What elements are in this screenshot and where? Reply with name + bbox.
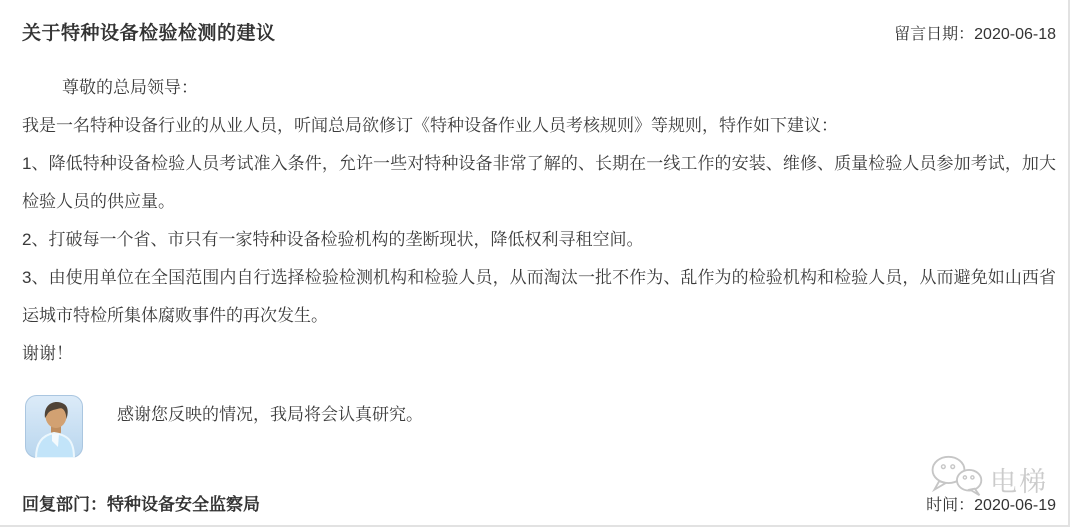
person-avatar-icon [25,395,83,458]
header [22,0,1056,45]
page-title: 关于特种设备检验检测的建议 [22,23,276,44]
message-body [22,69,1056,373]
message-date [894,21,1056,44]
paragraph-suggestion-2: 2、打破每一个省、市只有一家特种设备检验机构的垄断现状，降低权利寻租空间。 [22,230,644,249]
official-reply [22,395,1056,458]
watermark-text: 电梯 [990,466,1048,497]
footer [22,490,1056,515]
paragraph-suggestion-3: 3、由使用单位在全国范围内自行选择检验检测机构和检验人员，从而淘汰一批不作为、乱作为的检验机构和检验人员，从而避免如山西省运城市特检所集体腐败事件的再次发生。 [22,268,1056,325]
reply-text: 感谢您反映的情况，我局将会认真研究。 [117,405,423,424]
paragraph-suggestion-1: 1、降低特种设备检验人员考试准入条件，允许一些对特种设备非常了解的、长期在一线工作的安装、维修、质量检验人员参加考试，加大检验人员的供应量。 [22,154,1056,211]
reply-department-name: 特种设备安全监察局 [107,495,260,514]
reply-time-value: 2020-06-19 [974,497,1056,514]
reply-department-label: 回复部门： [22,495,107,514]
message-date-label: 留言日期： [894,26,975,43]
salutation: 尊敬的总局领导： [62,78,198,97]
reply-department [22,490,260,515]
paragraph-intro: 我是一名特种设备行业的从业人员，听闻总局欲修订《特种设备作业人员考核规则》等规则，特作如下建议： [22,116,838,135]
reply-time-label: 时间： [926,497,975,514]
closing-thanks: 谢谢！ [22,344,73,363]
message-date-value: 2020-06-18 [974,26,1056,43]
reply-time [926,492,1056,515]
